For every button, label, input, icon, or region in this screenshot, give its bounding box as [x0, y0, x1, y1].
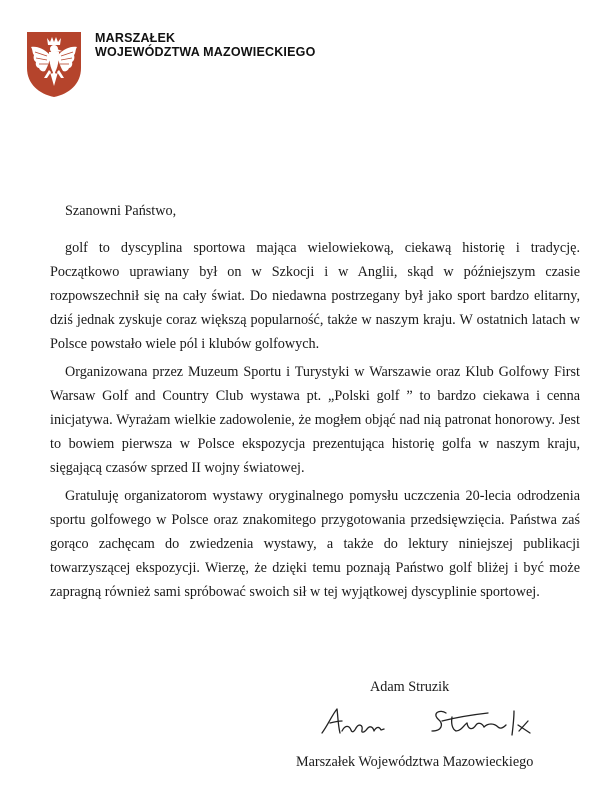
paragraph-3: Gratuluję organizatorom wystawy oryginalnego pomysłu uczczenia 20-lecia odrodzenia sportu golfowego w Polsce oraz znakomitego przygotowania przedsięwzięcia. Państwa zaś gorąco zachęcam do zwiedzenia wystawy, a także do lektury niniejszej publikacji towarzyszącej ekspozycji. Wierzę, że dzięki temu poznają Państwo golf bliżej i być może zapragną również sami spróbować swoich sił w tej wyjątkowej dyscyplinie sportowej.: [50, 488, 580, 600]
letterhead: [25, 30, 445, 100]
eagle-crest-icon: [25, 30, 83, 98]
salutation: Szanowni Państwo,: [65, 203, 177, 219]
office-name-line2: WOJEWÓDZTWA MAZOWIECKIEGO: [95, 45, 316, 59]
signatory-name: Adam Struzik: [370, 679, 450, 695]
paragraph-2: Organizowana przez Muzeum Sportu i Turystyki w Warszawie oraz Klub Golfowy First Warsaw Golf and Country Club wystawa pt. „Polski golf ” to bardzo ciekawa i cenna inicjatywa. Wyrażam wielkie zadowolenie, że mogłem objąć nad nią patronat honorowy. Jest to bowiem pierwsza w Polsce ekspozycja prezentująca historię golfa w naszym kraju, sięgającą czasów sprzed II wojny światowej.: [50, 364, 580, 476]
signatory-title: Marszałek Województwa Mazowieckiego: [296, 754, 534, 770]
handwritten-signature: [318, 703, 548, 741]
office-name: [95, 31, 316, 59]
paragraph-1: golf to dyscyplina sportowa mająca wielowiekową, ciekawą historię i tradycję. Początkowo uprawiany był on w Szkocji i w Anglii, skąd w późniejszym czasie rozpowszechnił się na cały świat. Do niedawna postrzegany był jako sport bardzo elitarny, dziś jednak zyskuje coraz większą popularność, także w naszym kraju. W ostatnich latach w Polsce powstało wiele pól i klubów golfowych.: [50, 240, 580, 352]
office-name-line1: MARSZAŁEK: [95, 31, 176, 45]
